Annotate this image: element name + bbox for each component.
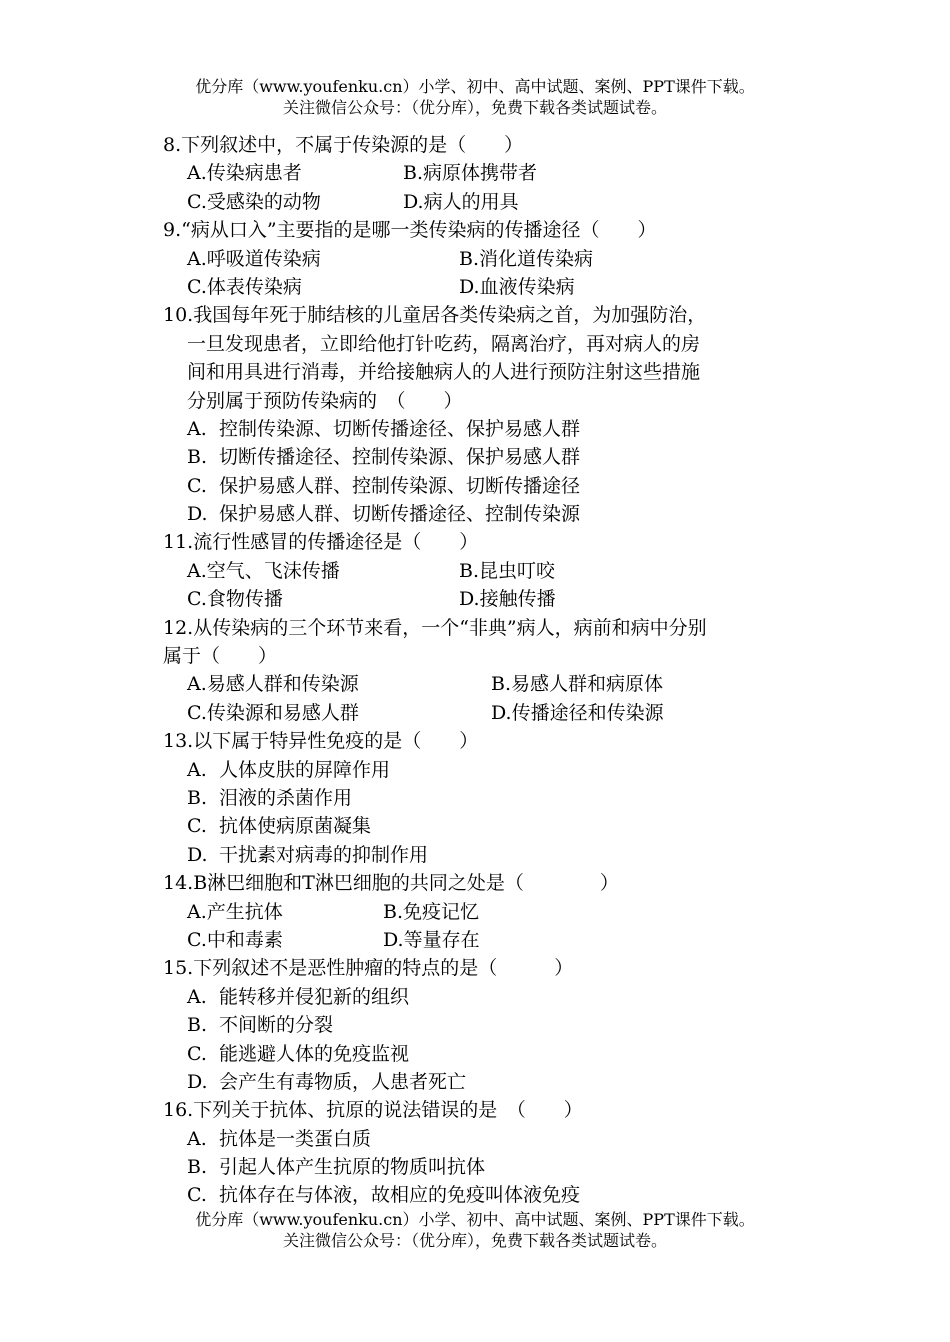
question-10-stem-line-2: 一旦发现患者，立即给他打针吃药，隔离治疗，再对病人的房 <box>187 332 701 355</box>
option-text: 会产生有毒物质，人患者死亡 <box>219 1070 467 1093</box>
question-12-option-a: A.易感人群和传染源 <box>187 673 359 696</box>
question-13-option-b <box>163 784 803 812</box>
question-15-stem: 15.下列叙述不是恶性肿瘤的特点的是（ ） <box>163 957 574 980</box>
option-text: 干扰素对病毒的抑制作用 <box>219 843 429 866</box>
option-label: D. <box>187 1070 208 1093</box>
question-14-option-b: B.免疫记忆 <box>383 900 480 923</box>
question-12-option-d: D.传播途径和传染源 <box>491 701 664 724</box>
question-15-option-d <box>163 1068 803 1096</box>
page-footer-line-2: 关注微信公众号：（优分库），免费下载各类试题试卷。 <box>282 1231 667 1250</box>
option-label: A. <box>187 1127 207 1150</box>
option-label: A. <box>187 985 207 1008</box>
question-14-option-d: D.等量存在 <box>383 928 480 951</box>
question-13-option-a <box>163 756 803 784</box>
question-12-stem-line-2: 属于（ ） <box>163 645 278 668</box>
question-9-option-a: A.呼吸道传染病 <box>187 247 321 270</box>
question-12-options-row-1 <box>163 670 803 698</box>
question-11-option-d: D.接触传播 <box>459 588 556 611</box>
question-10-option-d <box>163 500 803 528</box>
option-text: 泪液的杀菌作用 <box>219 786 353 809</box>
option-text: 抗体是一类蛋白质 <box>219 1127 372 1150</box>
question-8-option-b: B.病原体携带者 <box>403 162 538 185</box>
question-13-stem: 13.以下属于特异性免疫的是（ ） <box>163 730 479 753</box>
question-8-stem: 8.下列叙述中，不属于传染源的是（ ） <box>163 134 524 156</box>
option-text: 抗体使病原菌凝集 <box>219 815 372 838</box>
question-9-option-c: C.体表传染病 <box>187 275 302 298</box>
question-13-option-d <box>163 841 803 869</box>
question-11-option-c: C.食物传播 <box>187 588 283 611</box>
question-10-stem-line-1: 10.我国每年死于肺结核的儿童居各类传染病之首，为加强防治， <box>163 304 707 327</box>
question-11-options-row-1 <box>163 557 803 585</box>
option-text: 人体皮肤的屏障作用 <box>219 758 391 781</box>
question-9-option-d: D.血液传染病 <box>459 275 575 298</box>
option-label: B. <box>187 1014 208 1037</box>
question-9-stem: 9.“病从口入”主要指的是哪一类传染病的传播途径（ ） <box>163 219 657 242</box>
question-12-option-b: B.易感人群和病原体 <box>491 673 664 696</box>
question-10-stem-line-3: 间和用具进行消毒，并给接触病人的人进行预防注射这些措施 <box>187 361 701 384</box>
question-10-option-b <box>163 443 803 471</box>
question-14-stem: 14.B淋巴细胞和T淋巴细胞的共同之处是（ ） <box>163 872 619 895</box>
question-12-stem-line-1: 12.从传染病的三个环节来看，一个“非典”病人，病前和病中分别 <box>163 616 707 639</box>
option-label: C. <box>187 1042 207 1065</box>
question-16-option-a <box>163 1125 803 1153</box>
question-11-option-a: A.空气、飞沫传播 <box>187 559 340 582</box>
option-label: C. <box>187 815 207 838</box>
question-9-option-b: B.消化道传染病 <box>459 247 594 270</box>
question-11-stem: 11.流行性感冒的传播途径是（ ） <box>163 531 479 554</box>
question-9-options-row-1 <box>163 245 803 273</box>
option-label: B. <box>187 786 208 809</box>
question-15-option-a <box>163 983 803 1011</box>
question-14-option-a: A.产生抗体 <box>187 900 283 923</box>
option-text: 能逃避人体的免疫监视 <box>219 1042 410 1065</box>
question-15-option-b <box>163 1011 803 1039</box>
question-8-option-a: A.传染病患者 <box>187 162 302 185</box>
question-8-options-row-2 <box>163 188 803 216</box>
question-16-option-c <box>163 1181 803 1209</box>
question-11-option-b: B.昆虫叮咬 <box>459 559 556 582</box>
option-text: 抗体存在与体液，故相应的免疫叫体液免疫 <box>219 1184 581 1207</box>
question-10-stem-line-4: 分别属于预防传染病的 （ ） <box>187 389 463 412</box>
option-label: C. <box>187 1184 207 1207</box>
option-label: C. <box>187 474 207 497</box>
option-text: 引起人体产生抗原的物质叫抗体 <box>219 1156 486 1179</box>
question-11-options-row-2 <box>163 585 803 613</box>
question-10-option-c <box>163 472 803 500</box>
question-10-option-a <box>163 415 803 443</box>
option-label: B. <box>187 446 208 469</box>
question-15-option-c <box>163 1040 803 1068</box>
option-label: A. <box>187 417 207 440</box>
option-text: 保护易感人群、切断传播途径、控制传染源 <box>219 503 581 526</box>
option-label: D. <box>187 843 208 866</box>
page-footer-line-1: 优分库（www.youfenku.cn）小学、初中、高中试题、案例、PPT课件下载。 <box>195 1210 755 1229</box>
page-header-line-2: 关注微信公众号：（优分库），免费下载各类试题试卷。 <box>282 98 667 117</box>
question-12-options-row-2 <box>163 699 803 727</box>
question-8-option-d: D.病人的用具 <box>403 190 519 213</box>
question-8-options-row-1 <box>163 159 803 187</box>
page-header-line-1: 优分库（www.youfenku.cn）小学、初中、高中试题、案例、PPT课件下载。 <box>195 77 755 96</box>
option-text: 控制传染源、切断传播途径、保护易感人群 <box>219 417 581 440</box>
option-text: 保护易感人群、控制传染源、切断传播途径 <box>219 474 581 497</box>
question-12-option-c: C.传染源和易感人群 <box>187 701 359 724</box>
question-14-options-row-1 <box>163 898 803 926</box>
question-list <box>163 131 803 1210</box>
option-text: 能转移并侵犯新的组织 <box>219 985 410 1008</box>
question-9-options-row-2 <box>163 273 803 301</box>
question-14-option-c: C.中和毒素 <box>187 928 283 951</box>
option-label: B. <box>187 1156 208 1179</box>
option-label: D. <box>187 503 208 526</box>
question-14-options-row-2 <box>163 926 803 954</box>
question-16-option-b <box>163 1153 803 1181</box>
question-16-stem: 16.下列关于抗体、抗原的说法错误的是 （ ） <box>163 1099 583 1122</box>
option-text: 不间断的分裂 <box>219 1014 334 1037</box>
option-text: 切断传播途径、控制传染源、保护易感人群 <box>219 446 581 469</box>
question-8-option-c: C.受感染的动物 <box>187 190 321 213</box>
option-label: A. <box>187 758 207 781</box>
question-13-option-c <box>163 812 803 840</box>
